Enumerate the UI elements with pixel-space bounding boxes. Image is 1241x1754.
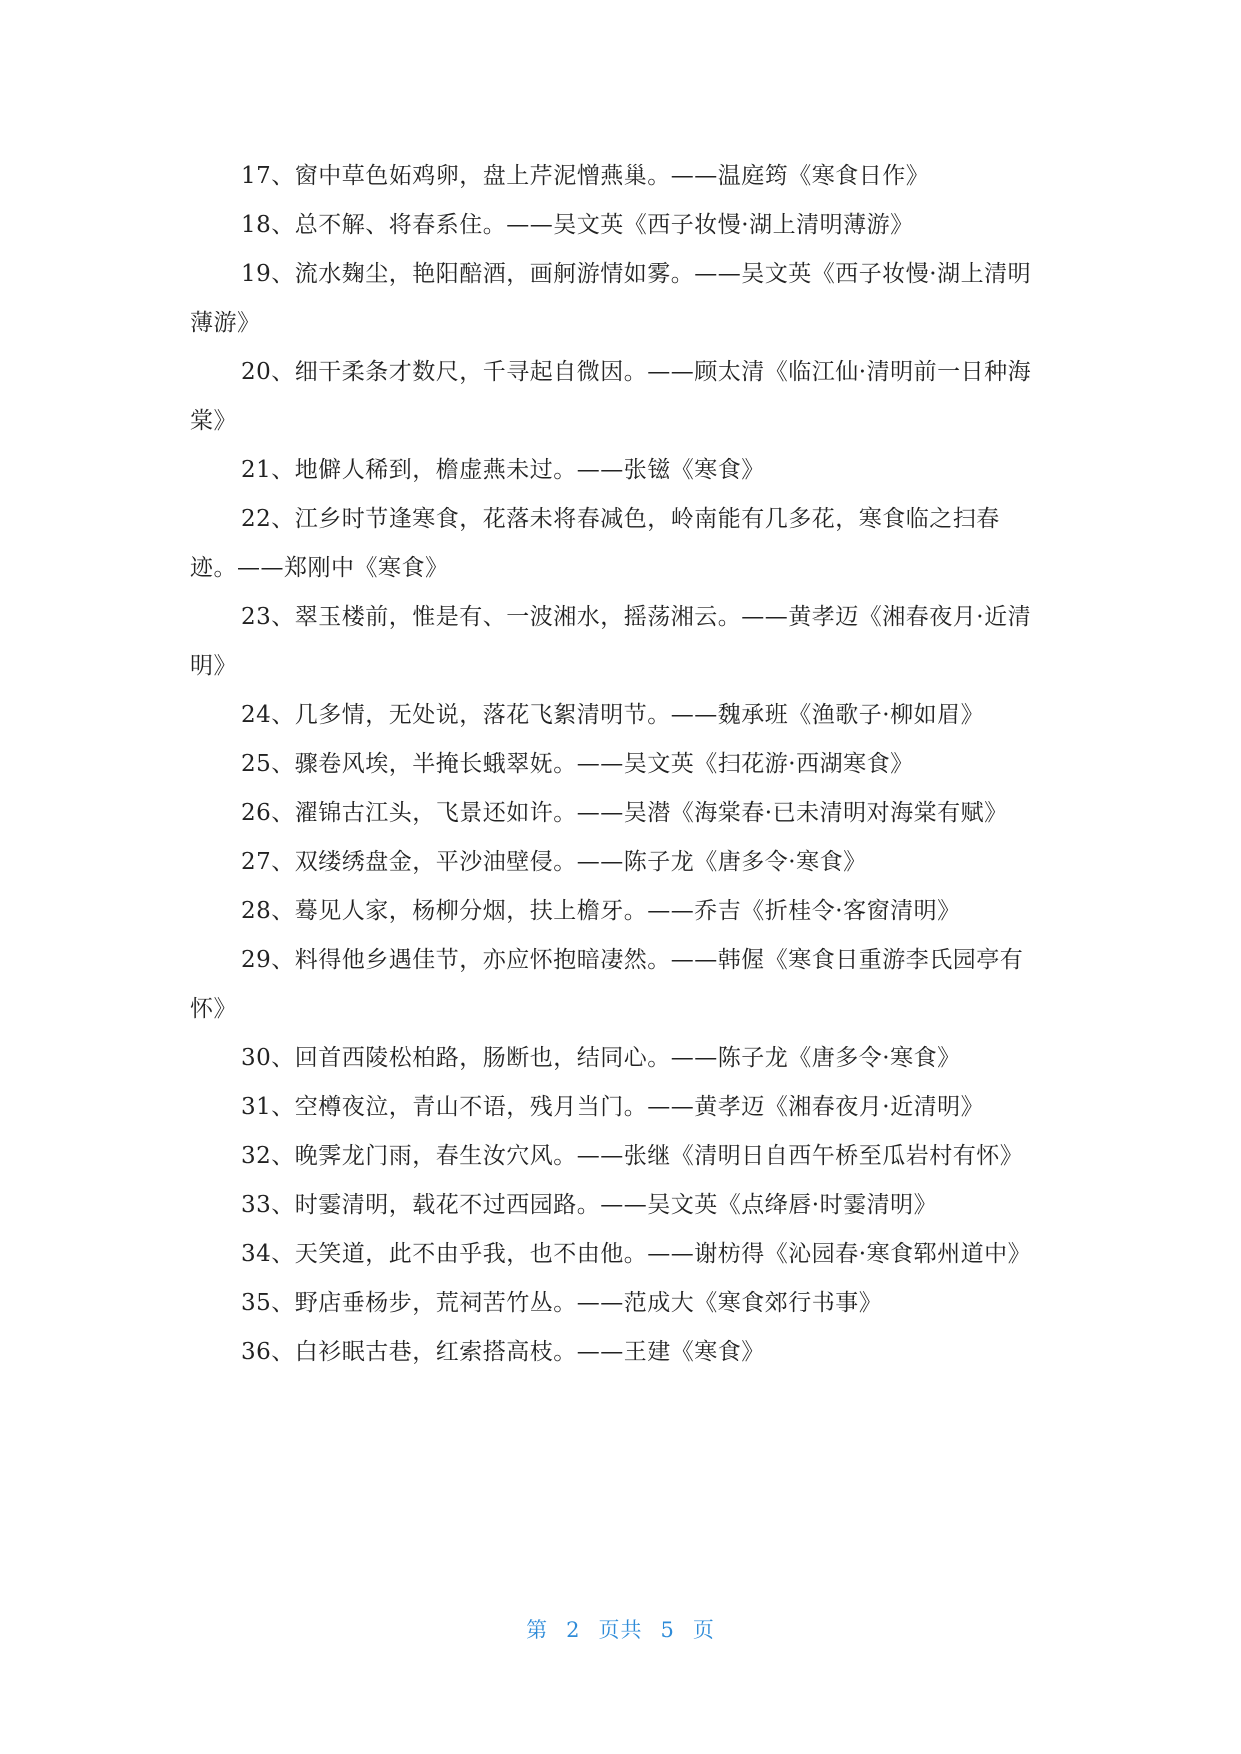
list-item: 22、江乡时节逢寒食，花落未将春减色，岭南能有几多花，寒食临之扫春迹。——郑刚中《寒食》 <box>190 506 1000 581</box>
list-item: 24、几多情，无处说，落花飞絮清明节。——魏承班《渔歌子·柳如眉》 <box>241 702 985 728</box>
list-item: 26、濯锦古江头，飞景还如许。——吴潜《海棠春·已未清明对海棠有赋》 <box>241 800 1008 826</box>
list-item: 35、野店垂杨步，荒祠苦竹丛。——范成大《寒食郊行书事》 <box>241 1290 883 1316</box>
current-page-number: 2 <box>566 1618 581 1642</box>
list-item: 18、总不解、将春系住。——吴文英《西子妆慢·湖上清明薄游》 <box>241 212 914 238</box>
footer-prefix: 第 <box>526 1618 549 1642</box>
list-item: 30、回首西陵松柏路，肠断也，结同心。——陈子龙《唐多令·寒食》 <box>241 1045 961 1071</box>
list-item: 19、流水麹尘，艳阳醅酒，画舸游情如雾。——吴文英《西子妆慢·湖上清明薄游》 <box>190 261 1032 336</box>
list-item: 25、骤卷风埃，半掩长蛾翠妩。——吴文英《扫花游·西湖寒食》 <box>241 751 914 777</box>
list-item: 28、蓦见人家，杨柳分烟，扶上檐牙。——乔吉《折桂令·客窗清明》 <box>241 898 961 924</box>
list-item: 31、空樽夜泣，青山不语，残月当门。——黄孝迈《湘春夜月·近清明》 <box>241 1094 985 1120</box>
total-pages-number: 5 <box>660 1618 675 1642</box>
list-item: 17、窗中草色妬鸡卵，盘上芹泥憎燕巢。——温庭筠《寒食日作》 <box>241 163 930 189</box>
list-item: 34、天笑道，此不由乎我，也不由他。——谢枋得《沁园春·寒食郓州道中》 <box>241 1241 1032 1267</box>
list-item: 21、地僻人稀到，檐虚燕未过。——张镃《寒食》 <box>241 457 765 483</box>
footer-middle: 页共 <box>598 1618 643 1642</box>
list-item: 33、时霎清明，载花不过西园路。——吴文英《点绛唇·时霎清明》 <box>241 1192 938 1218</box>
list-item: 23、翠玉楼前，惟是有、一波湘水，摇荡湘云。——黄孝迈《湘春夜月·近清明》 <box>190 604 1032 679</box>
footer-suffix: 页 <box>692 1618 715 1642</box>
list-item: 29、料得他乡遇佳节，亦应怀抱暗凄然。——韩偓《寒食日重游李氏园亭有怀》 <box>190 947 1024 1022</box>
list-item: 32、晚霁龙门雨，春生汝穴风。——张继《清明日自西午桥至瓜岩村有怀》 <box>241 1143 1024 1169</box>
list-item: 20、细干柔条才数尺，千寻起自微因。——顾太清《临江仙·清明前一日种海棠》 <box>190 359 1032 434</box>
list-item: 36、白衫眠古巷，红索搭高枝。——王建《寒食》 <box>241 1339 765 1365</box>
page-footer <box>0 1614 1241 1644</box>
list-item: 27、双缕绣盘金，平沙油壁侵。——陈子龙《唐多令·寒食》 <box>241 849 867 875</box>
document-body <box>190 152 1045 1377</box>
